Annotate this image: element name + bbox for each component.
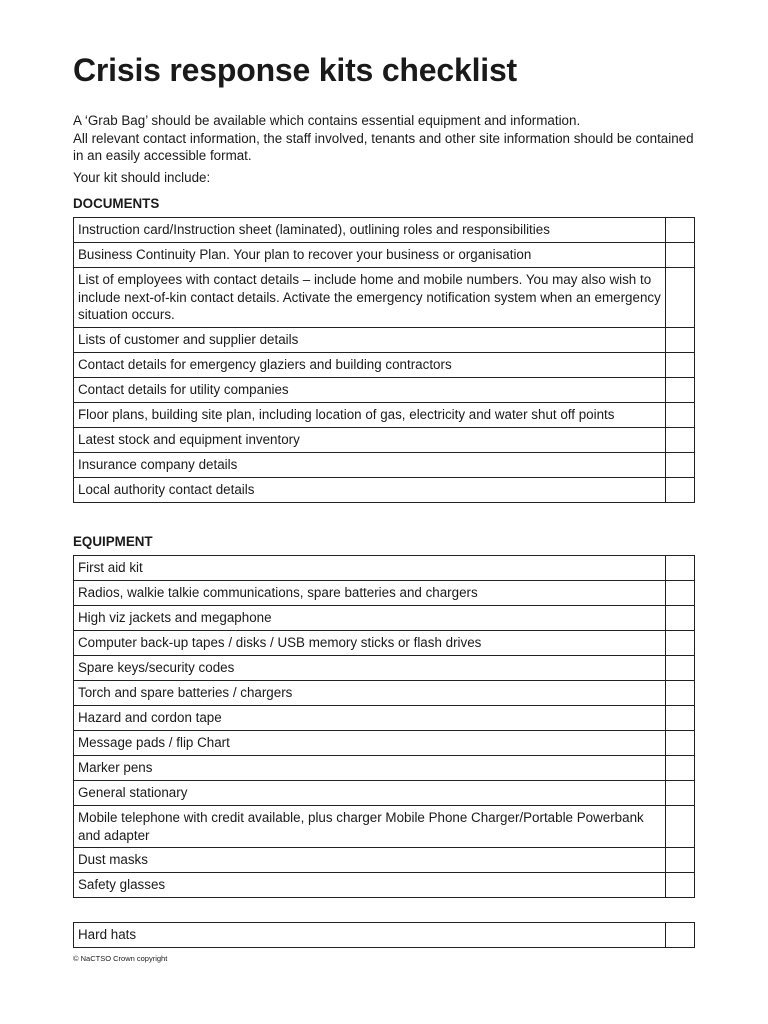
item-label: Safety glasses [74,873,666,898]
table-row [74,606,695,631]
checkbox-cell[interactable] [666,581,695,606]
page-title: Crisis response kits checklist [73,52,518,88]
checkbox-cell[interactable] [666,377,695,402]
item-label: Insurance company details [74,452,666,477]
checkbox-cell[interactable] [666,923,695,948]
table-row [74,477,695,502]
table-row [74,581,695,606]
item-label: Mobile telephone with credit available, plus charger Mobile Phone Charger/Portable Powerbank and adapter [74,806,666,848]
checkbox-cell[interactable] [666,631,695,656]
item-label: Hard hats [74,923,666,948]
checkbox-cell[interactable] [666,352,695,377]
checkbox-cell[interactable] [666,327,695,352]
item-label: Marker pens [74,756,666,781]
table-row [74,352,695,377]
item-label: Spare keys/security codes [74,656,666,681]
checkbox-cell[interactable] [666,427,695,452]
table-row [74,706,695,731]
table-row [74,731,695,756]
checkbox-cell[interactable] [666,452,695,477]
table-row [74,556,695,581]
table-row [74,452,695,477]
item-label: Floor plans, building site plan, including location of gas, electricity and water shut off points [74,402,666,427]
equipment-heading: EQUIPMENT [73,534,153,549]
table-row [74,681,695,706]
item-label: Business Continuity Plan. Your plan to recover your business or organisation [74,243,666,268]
item-label: High viz jackets and megaphone [74,606,666,631]
table-row [74,218,695,243]
checkbox-cell[interactable] [666,656,695,681]
item-label: Contact details for emergency glaziers and building contractors [74,352,666,377]
intro-paragraph [73,112,695,165]
table-row [74,243,695,268]
checkbox-cell[interactable] [666,606,695,631]
extra-table [73,922,695,948]
item-label: Hazard and cordon tape [74,706,666,731]
checkbox-cell[interactable] [666,848,695,873]
kit-intro: Your kit should include: [73,170,211,185]
item-label: Computer back-up tapes / disks / USB memory sticks or flash drives [74,631,666,656]
item-label: Contact details for utility companies [74,377,666,402]
item-label: Radios, walkie talkie communications, spare batteries and chargers [74,581,666,606]
table-row [74,427,695,452]
checkbox-cell[interactable] [666,873,695,898]
table-row [74,327,695,352]
item-label: Latest stock and equipment inventory [74,427,666,452]
checkbox-cell[interactable] [666,781,695,806]
equipment-table [73,555,695,898]
item-label: Message pads / flip Chart [74,731,666,756]
item-label: First aid kit [74,556,666,581]
checkbox-cell[interactable] [666,706,695,731]
item-label: Dust masks [74,848,666,873]
item-label: General stationary [74,781,666,806]
checkbox-cell[interactable] [666,218,695,243]
table-row [74,848,695,873]
checkbox-cell[interactable] [666,681,695,706]
table-row [74,781,695,806]
item-label: Lists of customer and supplier details [74,327,666,352]
checkbox-cell[interactable] [666,243,695,268]
intro-line-2: All relevant contact information, the staff involved, tenants and other site information should be contained in an easily accessible format. [73,130,694,163]
table-row [74,402,695,427]
copyright-notice: © NaCTSO Crown copyright [73,954,168,963]
item-label: List of employees with contact details – include home and mobile numbers. You may also wish to include next-of-kin contact details. Activate the emergency notification system when an emergency situation occurs. [74,268,666,328]
table-row [74,268,695,328]
checkbox-cell[interactable] [666,402,695,427]
table-row [74,923,695,948]
checkbox-cell[interactable] [666,731,695,756]
documents-table [73,217,695,503]
checkbox-cell[interactable] [666,806,695,848]
intro-line-1: A ‘Grab Bag’ should be available which contains essential equipment and information. [73,113,581,128]
checkbox-cell[interactable] [666,268,695,328]
table-row [74,806,695,848]
table-row [74,631,695,656]
checkbox-cell[interactable] [666,477,695,502]
table-row [74,756,695,781]
item-label: Torch and spare batteries / chargers [74,681,666,706]
item-label: Local authority contact details [74,477,666,502]
checkbox-cell[interactable] [666,556,695,581]
table-row [74,656,695,681]
documents-heading: DOCUMENTS [73,196,160,211]
table-row [74,873,695,898]
table-row [74,377,695,402]
checkbox-cell[interactable] [666,756,695,781]
item-label: Instruction card/Instruction sheet (laminated), outlining roles and responsibilities [74,218,666,243]
